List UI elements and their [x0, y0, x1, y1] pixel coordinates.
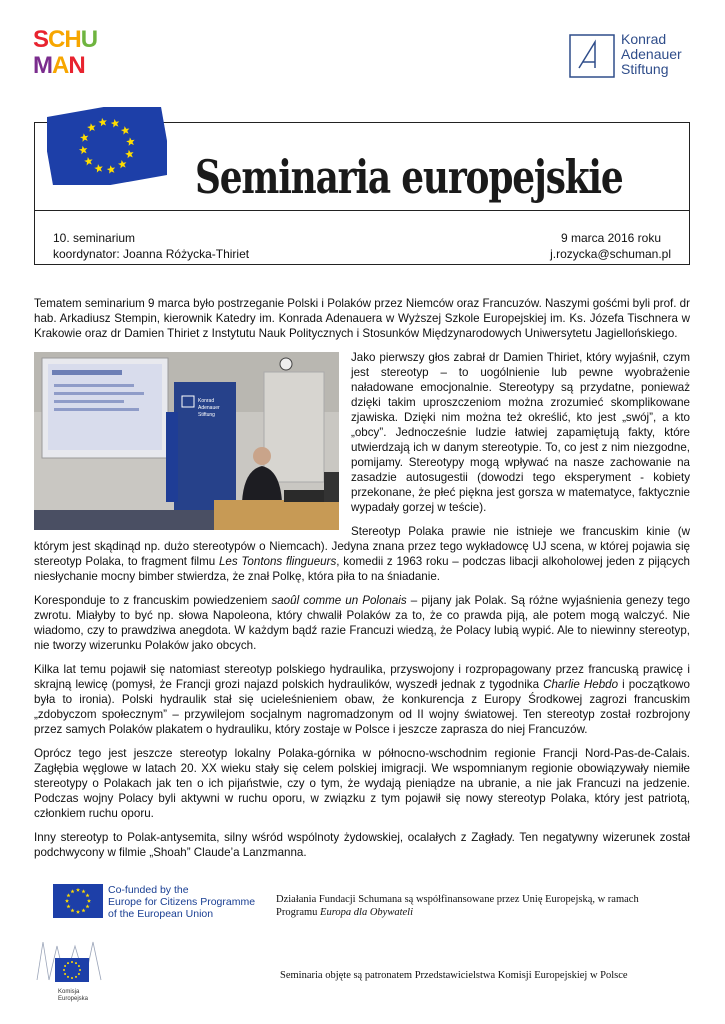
ec-label — [58, 989, 88, 1003]
ec-label-line2: Europejska — [58, 996, 89, 1002]
kas-logo — [569, 32, 694, 82]
funding-note-text: Działania Fundacji Schumana są współfinansowane przez Unię Europejską, w ramach Programu — [276, 894, 639, 918]
schuman-logo-letter: N — [68, 52, 85, 79]
schuman-logo-letter: M — [33, 52, 52, 79]
photo-banner-line3: Stiftung — [198, 412, 215, 418]
ec-star-icon — [67, 962, 69, 964]
schuman-logo-row — [33, 26, 98, 54]
ec-star-icon — [75, 962, 77, 964]
ec-star-icon — [64, 973, 66, 975]
seminar-date: 9 marca 2016 roku — [560, 231, 661, 245]
ec-label-line1: Komisja — [58, 989, 80, 995]
paragraph-6: Oprócz tego jest jeszcze stereotyp lokalny Polaka-górnika w północno-wschodnim regionie Francji Nord-Pas-de-Calais. Zagłębia węglowe w latach 20. XX wieku stały się celem polskiej imigracji. We wspomnianym regionie obowiązywały niemiłe stereotypy o Polakach jak ten o ich pijaństwie, czy o tym, że wydają pieniądze na ubranie, a nie jak Francuzi na jedzenie. Podczas wojny Polacy byli aktywni w ruchu oporu, w związku z tym pojawił się nowy stereotyp Polaka, który jest patriotą, członkiem ruchu oporu. — [34, 747, 690, 820]
kas-logo-line2: Adenauer — [621, 46, 682, 62]
cofunded-label — [108, 884, 255, 920]
ec-star-icon — [78, 973, 80, 975]
schuman-logo-letter: H — [64, 26, 81, 53]
eu-flag-icon — [47, 107, 167, 185]
paragraph-5-text-b: i początkowo była to ironia). Polski hydraulik stał się ucieleśnieniem obaw, że konkurencja z Europy Środkowej zagrozi francuskim „zdobyczom społecznym” – przywilejom socjalnym nagromadzonym od II wojny światowej. Ten stereotyp został rozbrojony przez samych Polaków plakatem o hydrauliku, który zostaje w Polsce i jeszcze zaprasza do niej Francuzów. — [34, 678, 690, 736]
paragraph-7: Inny stereotyp to Polak-antysemita, silny wśród wspólnoty żydowskiej, ocalałych z Zagłady. Ten negatywny wizerunek został podchwycony w filmie „Shoah” Claude’a Lanzmanna. — [34, 831, 690, 859]
paragraph-2: Jako pierwszy głos zabrał dr Damien Thiriet, który wyjaśnił, czym jest stereotyp – to uogólnienie lub pewne wyobrażenie naładowane emocjonalnie. Stereotypy są przydatne, ponieważ dzięki takim uproszczeniom można zrozumieć skomplikowane zjawiska. Dzięki nim można też określić, kto jest „swój”, a kto „obcy”. Jednocześnie ludzie łatwiej zapamiętują fakty, które utwierdzają ich w danym stereotypie. To, co jest z nim niezgodne, pomijamy. Stereotypy mogą wpływać na nasze zachowanie na zasadzie autosugestii (dowodzi tego eksperyment - kobiety przekonane, że płeć piękna jest gorsza w matematyce, faktycznie wypadały gorzej w teście). — [351, 351, 690, 514]
ec-star-icon — [79, 969, 81, 971]
ec-star-icon — [78, 965, 80, 967]
cofunded-line3: of the European Union — [108, 908, 214, 920]
schuman-logo — [33, 26, 98, 80]
kas-logo-line1: Konrad — [621, 31, 667, 47]
ec-star-icon — [63, 969, 65, 971]
title-divider — [35, 210, 689, 211]
programme-name: Europa dla Obywateli — [320, 907, 413, 918]
funding-note — [276, 893, 676, 919]
paragraph-4-text-a: Koresponduje to z francuskim powiedzeniem — [34, 594, 272, 607]
magazine-title: Charlie Hebdo — [543, 678, 619, 691]
kas-logo-mark — [569, 34, 615, 78]
title-box — [34, 122, 690, 265]
paragraph-5-text-a: Kilka lat temu pojawił się natomiast stereotyp polskiego hydraulika, przyswojony i rozpropagowany przez francuską prawicę i skrajną lewicę (pomysł, że Francji grozi najazd polskich hydraulików, wyszedł jednak z tygodnika — [34, 663, 690, 691]
schuman-logo-letter: A — [52, 52, 69, 79]
cofunded-line1: Co-funded by the — [108, 884, 189, 896]
photo-banner-line1: Konrad — [198, 398, 215, 404]
ec-star-icon — [67, 976, 69, 978]
schuman-logo-row — [33, 54, 95, 80]
paragraph-3 — [34, 524, 690, 584]
ec-star-icon — [71, 977, 73, 979]
paragraph-1: Tematem seminarium 9 marca było postrzeganie Polski i Polaków przez Niemców oraz Francuzów. Naszymi gośćmi byli prof. dr hab. Arkadiusz Stempin, kierownik Katedry im. Konrada Adenauera w Wyższej Szkole Europejskiej im. Ks. Józefa Tischnera w Krakowie oraz dr Damien Thiriet z Instytutu Nauk Politycznych i Stosunków Międzynarodowych Uniwersytetu Jagiellońskiego. — [34, 297, 690, 340]
seminar-number: 10. seminarium — [53, 231, 136, 245]
article-body — [34, 296, 690, 869]
cofunded-line2: Europe for Citizens Programme — [108, 896, 256, 908]
contact-email[interactable]: j.rozycka@schuman.pl — [550, 247, 671, 261]
coordinator: koordynator: Joanna Różycka-Thiriet — [53, 247, 250, 261]
ec-star-icon — [71, 961, 73, 963]
film-title: Les Tontons flingueurs — [218, 555, 337, 568]
paragraph-3-text-b: , komedii z 1963 roku – podczas libacji alkoholowej jeden z pijących niesłychanie mocny bimber stwierdza, że znał Polkę, która piła to na śniadanie. — [34, 555, 690, 583]
paragraph-4 — [34, 593, 690, 653]
ec-star-icon — [64, 965, 66, 967]
seminar-photo — [34, 352, 339, 530]
paragraph-4-text-b: – pijany jak Polak. Są różne wyjaśnienia genezy tego zwrotu. Miałyby to być np. słowa Napoleona, który chwalił Polaków za to, że co prawda piją, ale potem mogą walczyć. Nie wiadomo, czy to prawdziwa anegdota. W każdym bądź razie Francuzi wiedzą, że Polacy lubią wypić. Ale to niewinny stereotyp, nie tworzy wizerunku Polaków jako obcych. — [34, 594, 690, 652]
eu-flag-small-icon — [53, 884, 103, 918]
page-title: Seminaria europejskie — [195, 150, 623, 204]
kas-logo-text — [621, 32, 682, 77]
ec-star-icon — [75, 976, 77, 978]
schuman-logo-letter: S — [33, 26, 49, 53]
patronage-note: Seminaria objęte są patronatem Przedstawicielstwa Komisji Europejskiej w Polsce — [280, 970, 628, 981]
paragraph-3-text-a: Stereotyp Polaka prawie nie istnieje we francuskim kinie (w którym jest skądinąd np. dużo stereotypów o Niemcach). Jedyna znana przez tego wykładowcę UJ scena, w której pojawia się stereotyp Polaka, to fragment filmu — [34, 525, 690, 568]
paragraph-5 — [34, 662, 690, 737]
kas-logo-line3: Stiftung — [621, 61, 669, 77]
schuman-logo-letter: U — [80, 26, 98, 53]
photo-banner-line2: Adenauer — [198, 405, 220, 411]
schuman-logo-letter: C — [48, 26, 65, 53]
french-saying: saoûl comme un Polonais — [271, 594, 407, 607]
